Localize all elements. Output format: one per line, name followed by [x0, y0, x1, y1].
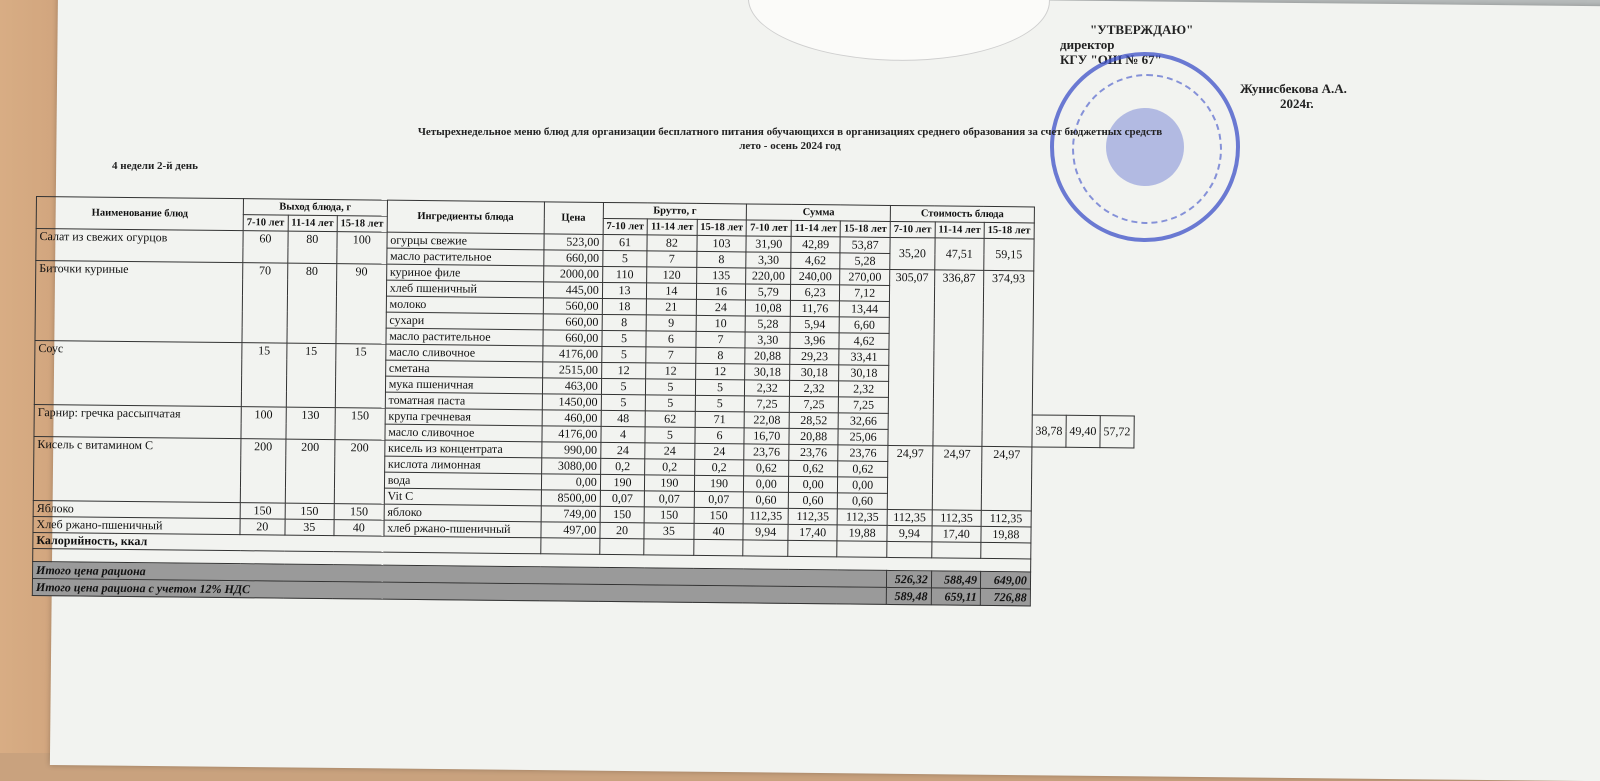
header-age: 11-14 лет [791, 220, 840, 237]
menu-table [32, 196, 1137, 608]
brutto-cell: 190 [694, 475, 744, 492]
title-line-1: Четырехнедельное меню блюд для организации бесплатного питания обучающихся в организациях среднего образования за счет бюджетных средств [417, 126, 1163, 138]
dish-name: Хлеб ржано-пшеничный [33, 516, 240, 534]
cost-cell: 374,93 [982, 270, 1034, 447]
brutto-cell: 7 [696, 331, 746, 348]
sum-cell: 0,62 [838, 461, 888, 478]
sum-cell: 22,08 [745, 412, 790, 428]
sum-cell: 20,88 [789, 428, 838, 445]
price-cell: 523,00 [544, 234, 603, 251]
header-age: 15-18 лет [984, 222, 1034, 239]
header-price: Цена [544, 202, 603, 235]
ingredient-name: масло сливочное [385, 424, 542, 442]
cost-cell: 47,51 [934, 238, 984, 271]
ingredient-name: куриное филе [386, 264, 543, 282]
dish-name: Биточки куриные [35, 261, 243, 343]
ingredient-name: масло сливочное [386, 344, 543, 362]
brutto-cell: 0,07 [645, 491, 694, 508]
header-age: 15-18 лет [337, 216, 387, 233]
brutto-cell: 18 [602, 298, 647, 314]
brutto-cell: 190 [600, 474, 645, 490]
header-cost: Стоимость блюда [890, 205, 1034, 223]
cost-cell: 305,07 [888, 269, 934, 445]
dish-name: Гарнир: гречка рассыпчатая [34, 404, 241, 438]
ingredient-name: мука пшеничная [385, 376, 542, 394]
brutto-cell: 40 [694, 523, 744, 540]
sum-cell: 270,00 [840, 269, 890, 286]
output-cell: 35 [285, 519, 334, 536]
brutto-cell: 82 [647, 235, 696, 252]
sum-cell: 10,08 [746, 300, 791, 316]
brutto-cell: 7 [646, 347, 695, 364]
sheet-cutout [747, 0, 1050, 62]
sum-cell: 0,00 [838, 477, 888, 494]
ingredient-name: хлеб ржано-пшеничный [384, 520, 541, 538]
brutto-cell: 6 [695, 427, 745, 444]
brutto-cell: 24 [600, 442, 645, 458]
total-vat-value: 589,48 [886, 587, 931, 604]
brutto-cell: 71 [695, 411, 745, 428]
ingredient-name: масло растительное [386, 328, 543, 346]
output-cell: 200 [334, 440, 385, 505]
cost-cell: 49,40 [1066, 415, 1100, 447]
cost-cell: 19,88 [981, 526, 1031, 543]
brutto-cell: 5 [646, 379, 695, 396]
cost-cell: 35,20 [890, 237, 935, 269]
sum-cell: 31,90 [746, 236, 791, 252]
output-cell: 100 [241, 407, 286, 439]
ingredient-name: молоко [386, 296, 543, 314]
price-cell: 660,00 [543, 314, 602, 331]
sum-cell: 0,60 [744, 492, 789, 508]
sum-cell: 30,18 [839, 365, 889, 382]
sum-cell: 30,18 [745, 364, 790, 380]
ingredient-name: крупа гречневая [385, 408, 542, 426]
sum-cell: 32,66 [838, 413, 888, 430]
brutto-cell: 150 [600, 506, 645, 522]
brutto-cell: 5 [646, 395, 695, 412]
brutto-cell: 8 [696, 251, 746, 268]
sum-cell: 112,35 [837, 509, 887, 526]
sum-cell: 3,30 [746, 252, 791, 268]
output-cell: 150 [240, 503, 285, 519]
total-value: 649,00 [980, 571, 1030, 589]
brutto-cell: 5 [601, 346, 646, 362]
brutto-cell: 5 [695, 379, 745, 396]
sum-cell: 0,00 [788, 476, 837, 493]
price-cell: 460,00 [542, 410, 601, 427]
brutto-cell: 150 [644, 507, 693, 524]
brutto-cell: 10 [696, 315, 746, 332]
sum-cell: 5,28 [746, 316, 791, 332]
cost-cell: 59,15 [984, 238, 1034, 271]
sum-cell: 4,62 [839, 333, 889, 350]
sum-cell: 33,41 [839, 349, 889, 366]
sum-cell: 240,00 [791, 268, 840, 285]
week-day-label: 4 недели 2-й день [112, 160, 198, 172]
calories-label: Калорийность, ккал [33, 532, 541, 553]
ingredient-name: кисель из концентрата [384, 440, 541, 458]
sum-cell: 220,00 [746, 268, 791, 284]
brutto-cell: 20 [600, 522, 645, 538]
sum-cell: 0,60 [788, 492, 837, 509]
ingredient-name: кислота лимонная [384, 456, 541, 474]
ingredient-name: вода [384, 472, 541, 490]
cost-cell: 17,40 [932, 526, 981, 543]
header-age: 7-10 лет [890, 221, 935, 237]
document-title [290, 125, 1290, 153]
cost-cell: 24,97 [887, 445, 932, 509]
brutto-cell: 110 [602, 266, 647, 282]
sum-cell: 112,35 [788, 508, 837, 525]
price-cell: 990,00 [541, 442, 600, 459]
sum-cell: 2,32 [789, 380, 838, 397]
output-cell: 15 [335, 344, 386, 409]
brutto-cell: 0,07 [694, 491, 744, 508]
total-vat-label: Итого цена рациона с учетом 12% НДС [32, 578, 886, 604]
cost-cell: 24,97 [981, 446, 1032, 511]
brutto-cell: 24 [696, 299, 746, 316]
price-cell: 4176,00 [542, 426, 601, 443]
brutto-cell: 135 [696, 267, 746, 284]
sum-cell: 7,25 [745, 396, 790, 412]
sum-cell: 5,28 [840, 253, 890, 270]
brutto-cell: 62 [645, 411, 694, 428]
cost-cell: 38,78 [1032, 415, 1066, 447]
title-line-2: лето - осень 2024 год [739, 140, 841, 152]
sum-cell: 23,76 [744, 444, 789, 460]
sum-cell: 4,62 [791, 252, 840, 269]
sum-cell: 0,60 [838, 493, 888, 510]
sum-cell: 0,00 [744, 476, 789, 492]
brutto-cell: 61 [603, 234, 648, 250]
total-label: Итого цена рациона [32, 561, 886, 587]
output-cell: 15 [241, 343, 286, 407]
header-age: 7-10 лет [603, 218, 648, 234]
brutto-cell: 24 [645, 443, 694, 460]
brutto-cell: 12 [695, 363, 745, 380]
sum-cell: 13,44 [840, 301, 890, 318]
brutto-cell: 8 [602, 314, 647, 330]
sum-cell: 19,88 [837, 525, 887, 542]
dish-name: Кисель с витамином С [33, 436, 241, 502]
dish-name: Яблоко [33, 500, 240, 518]
brutto-cell: 0,07 [600, 490, 645, 506]
sum-cell: 6,23 [790, 284, 839, 301]
brutto-cell: 16 [696, 283, 746, 300]
approval-position: директор [1060, 37, 1115, 52]
output-cell: 100 [337, 232, 387, 265]
sum-cell: 2,32 [839, 381, 889, 398]
price-cell: 749,00 [541, 506, 600, 523]
cost-cell: 57,72 [1100, 416, 1134, 448]
sum-cell: 3,96 [790, 332, 839, 349]
sum-cell: 16,70 [744, 428, 789, 444]
price-cell: 463,00 [542, 378, 601, 395]
brutto-cell: 9 [646, 315, 695, 332]
approval-signer: Жунисбекова А.А. [1240, 81, 1347, 96]
output-cell: 80 [287, 263, 337, 344]
ingredient-name: томатная паста [385, 392, 542, 410]
brutto-cell: 190 [645, 475, 694, 492]
sum-cell: 7,25 [789, 396, 838, 413]
price-cell: 8500,00 [541, 490, 600, 507]
price-cell: 1450,00 [542, 394, 601, 411]
price-cell: 3080,00 [541, 458, 600, 475]
header-dish-name: Наименование блюд [36, 197, 243, 231]
sum-cell: 7,25 [839, 397, 889, 414]
header-age: 15-18 лет [840, 221, 890, 238]
sum-cell: 25,06 [838, 429, 888, 446]
sum-cell: 29,23 [790, 348, 839, 365]
brutto-cell: 5 [695, 395, 745, 412]
brutto-cell: 120 [647, 267, 696, 284]
brutto-cell: 5 [601, 394, 646, 410]
header-age: 15-18 лет [697, 219, 747, 236]
brutto-cell: 150 [694, 507, 744, 524]
brutto-cell: 35 [644, 523, 693, 540]
brutto-cell: 7 [647, 251, 696, 268]
header-age: 11-14 лет [647, 219, 696, 236]
cost-cell: 24,97 [932, 446, 982, 511]
total-vat-value: 726,88 [980, 588, 1030, 606]
sum-cell: 9,94 [743, 524, 788, 540]
ingredient-name: Vit C [384, 488, 541, 506]
header-age: 11-14 лет [935, 222, 984, 239]
sum-cell: 53,87 [840, 237, 890, 254]
cost-cell: 336,87 [933, 270, 984, 447]
brutto-cell: 0,2 [645, 459, 694, 476]
brutto-cell: 0,2 [600, 458, 645, 474]
ingredient-name: хлеб пшеничный [386, 280, 543, 298]
ingredient-name: огурцы свежие [387, 232, 544, 250]
brutto-cell: 0,2 [694, 459, 744, 476]
cost-cell: 9,94 [887, 525, 932, 541]
header-age: 11-14 лет [288, 215, 337, 232]
sum-cell: 42,89 [791, 236, 840, 253]
price-cell: 0,00 [541, 474, 600, 491]
sum-cell: 7,12 [840, 285, 890, 302]
price-cell: 2000,00 [543, 266, 602, 283]
brutto-cell: 21 [647, 299, 696, 316]
sum-cell: 20,88 [745, 348, 790, 364]
output-cell: 150 [285, 503, 334, 520]
ingredient-name: сметана [385, 360, 542, 378]
sum-cell: 112,35 [744, 508, 789, 524]
header-age: 7-10 лет [243, 215, 288, 231]
total-value: 588,49 [931, 571, 980, 589]
output-cell: 40 [334, 520, 384, 537]
dish-name: Соус [34, 340, 242, 406]
sum-cell: 23,76 [838, 445, 888, 462]
brutto-cell: 5 [602, 330, 647, 346]
ingredient-name: сухари [386, 312, 543, 330]
sum-cell: 5,94 [790, 316, 839, 333]
sum-cell: 6,60 [839, 317, 889, 334]
ingredient-name: яблоко [384, 504, 541, 522]
price-cell: 445,00 [543, 282, 602, 299]
sum-cell: 0,62 [744, 460, 789, 476]
brutto-cell: 13 [602, 282, 647, 298]
price-cell: 4176,00 [542, 346, 601, 363]
cost-cell: 112,35 [932, 510, 981, 527]
brutto-cell: 12 [601, 362, 646, 378]
output-cell: 70 [242, 263, 287, 343]
brutto-cell: 5 [602, 250, 647, 266]
sum-cell: 17,40 [788, 524, 837, 541]
sum-cell: 28,52 [789, 412, 838, 429]
brutto-cell: 5 [601, 378, 646, 394]
header-brutto: Брутто, г [603, 202, 747, 220]
sum-cell: 11,76 [790, 300, 839, 317]
header-ingredients: Ингредиенты блюда [387, 200, 544, 234]
output-cell: 15 [286, 343, 336, 408]
cost-cell: 112,35 [887, 509, 932, 525]
brutto-cell: 48 [601, 410, 646, 426]
cost-cell: 112,35 [981, 510, 1031, 527]
sum-cell: 2,32 [745, 380, 790, 396]
approval-year: 2024г. [1280, 96, 1314, 111]
total-value: 526,32 [887, 570, 932, 587]
output-cell: 60 [243, 231, 288, 263]
price-cell: 560,00 [543, 298, 602, 315]
brutto-cell: 12 [646, 363, 695, 380]
price-cell: 497,00 [541, 522, 600, 539]
brutto-cell: 24 [694, 443, 744, 460]
total-vat-value: 659,11 [931, 588, 980, 606]
output-cell: 80 [287, 231, 337, 264]
approval-school: КГУ "ОШ № 67" [1060, 52, 1162, 67]
header-age: 7-10 лет [747, 220, 792, 236]
output-cell: 200 [240, 439, 285, 503]
brutto-cell: 5 [645, 427, 694, 444]
brutto-cell: 103 [697, 235, 747, 252]
dish-name: Салат из свежих огурцов [36, 229, 243, 263]
output-cell: 20 [240, 519, 285, 535]
output-cell: 200 [285, 439, 335, 504]
output-cell: 90 [336, 264, 387, 345]
sum-cell: 5,79 [746, 284, 791, 300]
price-cell: 2515,00 [542, 362, 601, 379]
sum-cell: 3,30 [745, 332, 790, 348]
output-cell: 150 [334, 504, 384, 521]
ingredient-name: масло растительное [387, 248, 544, 266]
sum-cell: 30,18 [790, 364, 839, 381]
sum-cell: 0,62 [789, 460, 838, 477]
brutto-cell: 6 [646, 331, 695, 348]
price-cell: 660,00 [543, 330, 602, 347]
price-cell: 660,00 [543, 250, 602, 267]
brutto-cell: 4 [601, 426, 646, 442]
header-sum: Сумма [747, 204, 891, 222]
output-cell: 130 [286, 407, 336, 440]
output-cell: 150 [335, 408, 385, 441]
header-output: Выход блюда, г [243, 199, 387, 217]
sum-cell: 23,76 [789, 444, 838, 461]
brutto-cell: 14 [647, 283, 696, 300]
approval-heading: "УТВЕРЖДАЮ" [1090, 22, 1194, 37]
brutto-cell: 8 [695, 347, 745, 364]
